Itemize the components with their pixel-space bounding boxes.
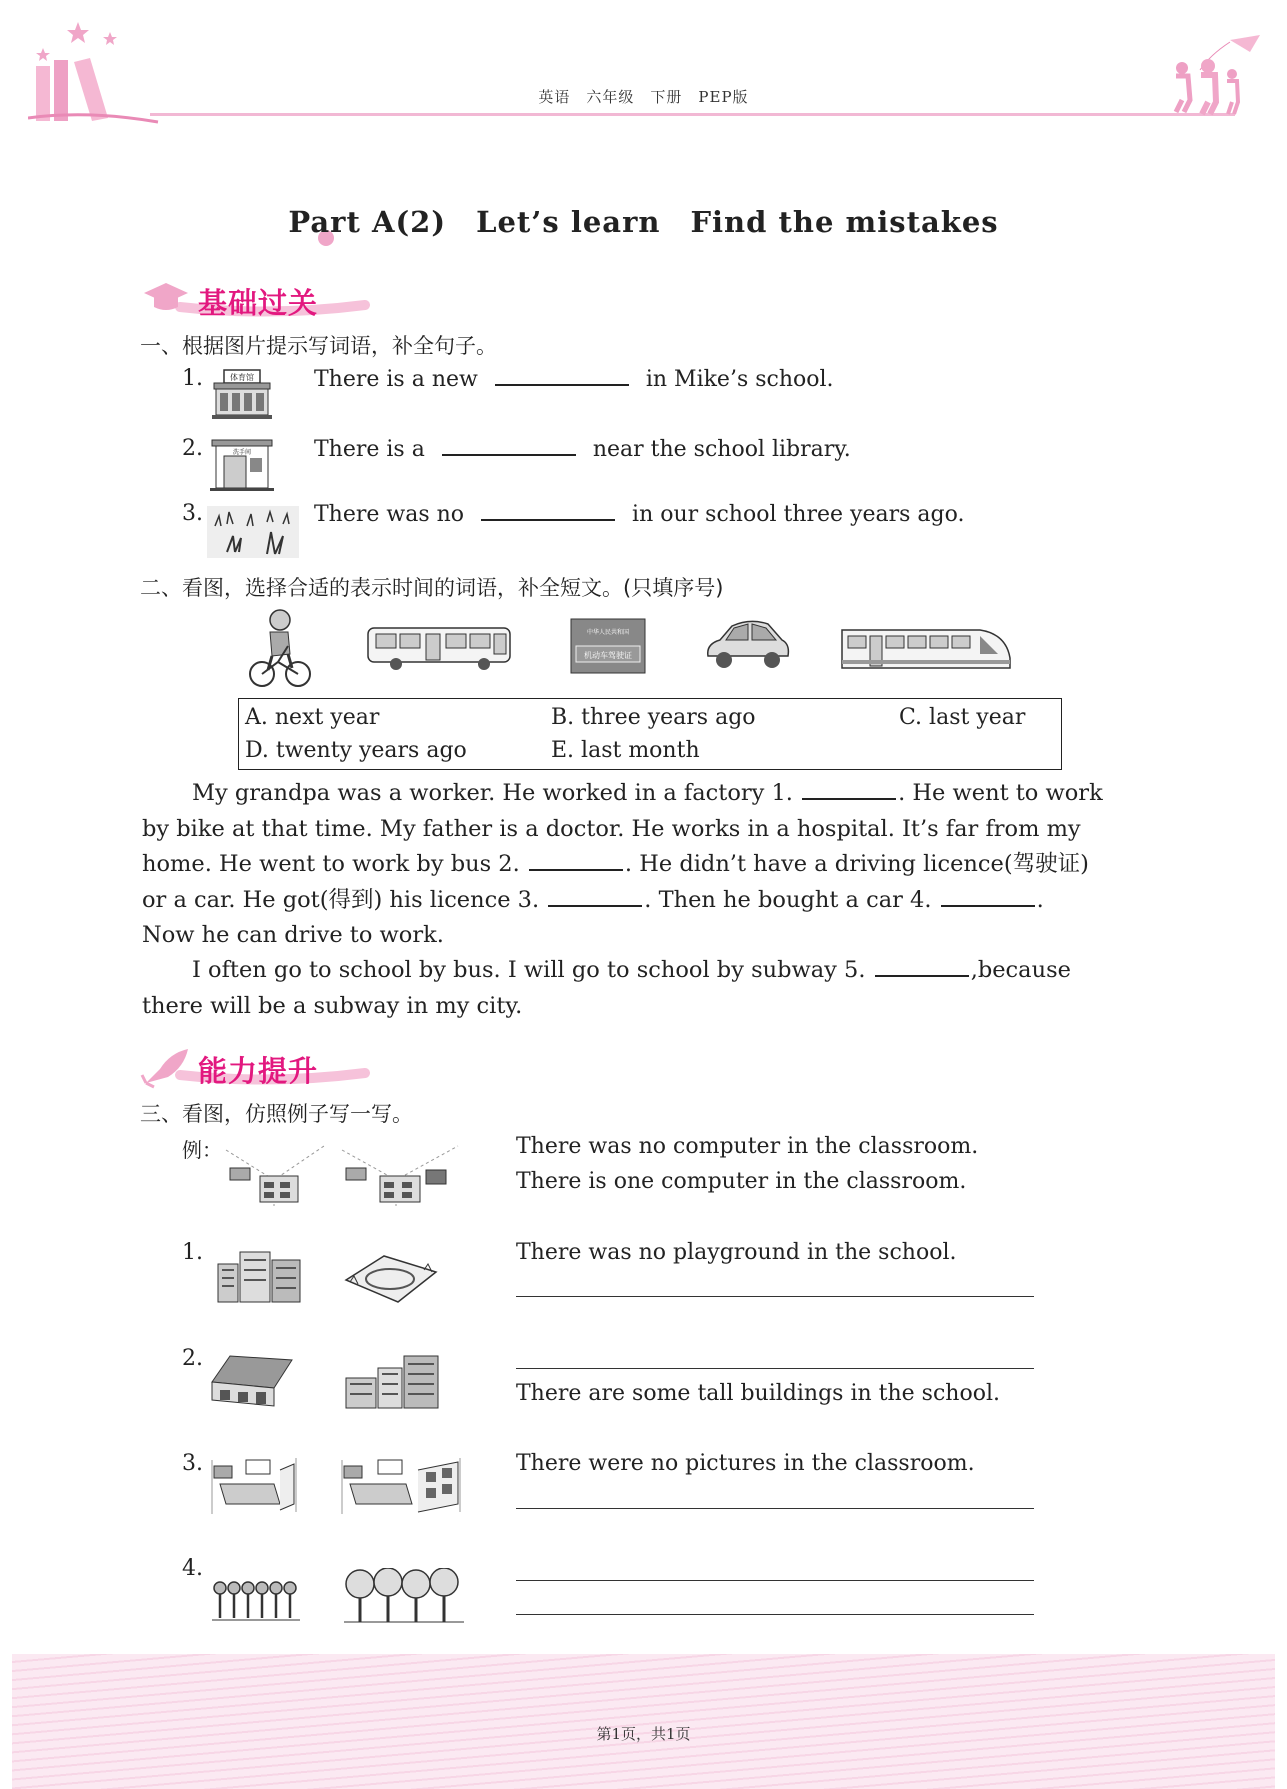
answer-blank[interactable] <box>802 780 896 800</box>
passage-text: ,because <box>970 957 1071 983</box>
q3-item-number: 1. <box>182 1240 203 1265</box>
passage-text: . He didn’t have a driving licence(驾驶证) <box>624 851 1089 877</box>
tall-buildings-icon <box>344 1354 456 1410</box>
section-banner-advanced <box>140 1045 370 1088</box>
answer-line[interactable] <box>516 1296 1034 1297</box>
gym-building-icon <box>210 368 274 420</box>
header-decoration-right <box>1160 30 1265 120</box>
answer-line[interactable] <box>516 1614 1034 1615</box>
q1-item-number: 3. <box>182 501 203 526</box>
licence-text-bottom: 机动车驾驶证 <box>584 651 632 660</box>
school-buildings-icon <box>214 1248 304 1304</box>
passage-text: . <box>1036 886 1044 913</box>
section-banner-basic <box>140 277 370 320</box>
grass-icon <box>207 506 299 558</box>
q1-sentence-2 <box>314 436 851 462</box>
page-number: 第1页，共1页 <box>596 1725 691 1743</box>
classroom-no-computer-icon <box>224 1140 332 1206</box>
page-title: Part A(2) Let’s learn Find the mistakes <box>288 205 999 239</box>
licence-text-top: 中华人民共和国 <box>586 629 630 636</box>
passage-line: by bike at that time. My father is a doctor. He works in a hospital. It’s far from my <box>142 815 1081 842</box>
q3-given-sentence-1: There was no playground in the school. <box>516 1240 957 1265</box>
q3-item-number: 3. <box>182 1451 203 1476</box>
classroom-with-computer-icon <box>340 1140 462 1206</box>
question-2-heading: 二、看图，选择合适的表示时间的词语，补全短文。(只填序号) <box>140 576 724 600</box>
small-trees-icon <box>210 1578 302 1622</box>
passage-text: or a car. He got(得到) his licence 3. <box>142 886 540 913</box>
q1-text-after: in Mike’s school. <box>645 367 834 392</box>
passage-line <box>142 953 1128 989</box>
answer-blank[interactable] <box>529 851 623 871</box>
passage-paragraph-1 <box>142 776 1128 954</box>
q1-text-before: There is a new <box>314 367 478 392</box>
q1-text-after: in our school three years ago. <box>632 502 965 527</box>
header-divider <box>150 113 1235 116</box>
passage-text: home. He went to work by bus 2. <box>142 851 520 877</box>
q1-item-number: 1. <box>182 366 203 391</box>
passage-text: I often go to school by bus. I will go to school by subway 5. <box>192 957 866 983</box>
gym-sign-text: 体育馆 <box>230 373 254 382</box>
car-icon <box>702 616 792 674</box>
bike-rider-icon <box>248 606 312 690</box>
toilet-sign-text: 洗手间 <box>232 449 252 456</box>
q1-text-before: There is a <box>314 437 425 462</box>
toilet-building-icon <box>210 436 274 492</box>
q1-item-number: 2. <box>182 436 203 461</box>
question-1-heading: 一、根据图片提示写词语，补全句子。 <box>140 334 497 358</box>
section-label-advanced: 能力提升 <box>198 1054 319 1088</box>
bus-icon <box>366 624 514 672</box>
option-a: A. next year <box>245 705 380 730</box>
passage-line: Now he can drive to work. <box>142 922 444 948</box>
q3-given-sentence-3: There were no pictures in the classroom. <box>516 1451 975 1476</box>
classroom-with-pictures-icon <box>340 1454 464 1520</box>
q1-sentence-3 <box>314 501 964 527</box>
classroom-no-pictures-icon <box>210 1454 300 1520</box>
answer-blank[interactable] <box>481 501 615 521</box>
passage-line <box>142 847 1128 883</box>
passage-text: My grandpa was a worker. He worked in a factory 1. <box>192 780 793 806</box>
q1-sentence-1 <box>314 366 834 392</box>
answer-blank[interactable] <box>548 887 642 907</box>
q3-item-number: 4. <box>182 1556 203 1581</box>
option-d: D. twenty years ago <box>245 738 467 763</box>
answer-line[interactable] <box>516 1508 1034 1509</box>
example-sentence-2: There is one computer in the classroom. <box>516 1169 967 1194</box>
answer-line[interactable] <box>516 1368 1034 1369</box>
option-c: C. last year <box>899 705 1026 730</box>
passage-line <box>142 776 1128 812</box>
subway-train-icon <box>840 624 1012 672</box>
passage-line: there will be a subway in my city. <box>142 992 523 1019</box>
header-subject: 英语 六年级 下册 PEP版 <box>538 88 749 106</box>
q1-text-before: There was no <box>314 502 465 527</box>
q1-text-after: near the school library. <box>592 437 851 462</box>
option-b: B. three years ago <box>551 705 756 730</box>
example-label: 例： <box>182 1138 222 1162</box>
q3-item-number: 2. <box>182 1346 203 1371</box>
footer-band <box>12 1654 1275 1789</box>
q3-given-sentence-2: There are some tall buildings in the school. <box>516 1381 1000 1406</box>
tall-trees-icon <box>344 1568 464 1624</box>
old-school-building-icon <box>206 1346 294 1408</box>
header-decoration-left <box>28 18 168 128</box>
playground-icon <box>340 1250 440 1306</box>
passage-text: . Then he bought a car 4. <box>644 886 932 913</box>
passage-text: . He went to work <box>898 780 1103 806</box>
passage-paragraph-2 <box>142 953 1128 1024</box>
section-label-basic: 基础过关 <box>198 286 319 320</box>
options-box <box>238 698 1062 770</box>
example-sentence-1: There was no computer in the classroom. <box>516 1134 979 1159</box>
passage-line <box>142 883 1128 919</box>
answer-blank[interactable] <box>941 887 1035 907</box>
option-e: E. last month <box>551 738 700 763</box>
answer-blank[interactable] <box>442 436 576 456</box>
answer-line[interactable] <box>516 1580 1034 1581</box>
driving-licence-icon <box>570 618 646 674</box>
answer-blank[interactable] <box>875 957 969 977</box>
question-3-heading: 三、看图，仿照例子写一写。 <box>140 1102 413 1126</box>
answer-blank[interactable] <box>495 366 629 386</box>
